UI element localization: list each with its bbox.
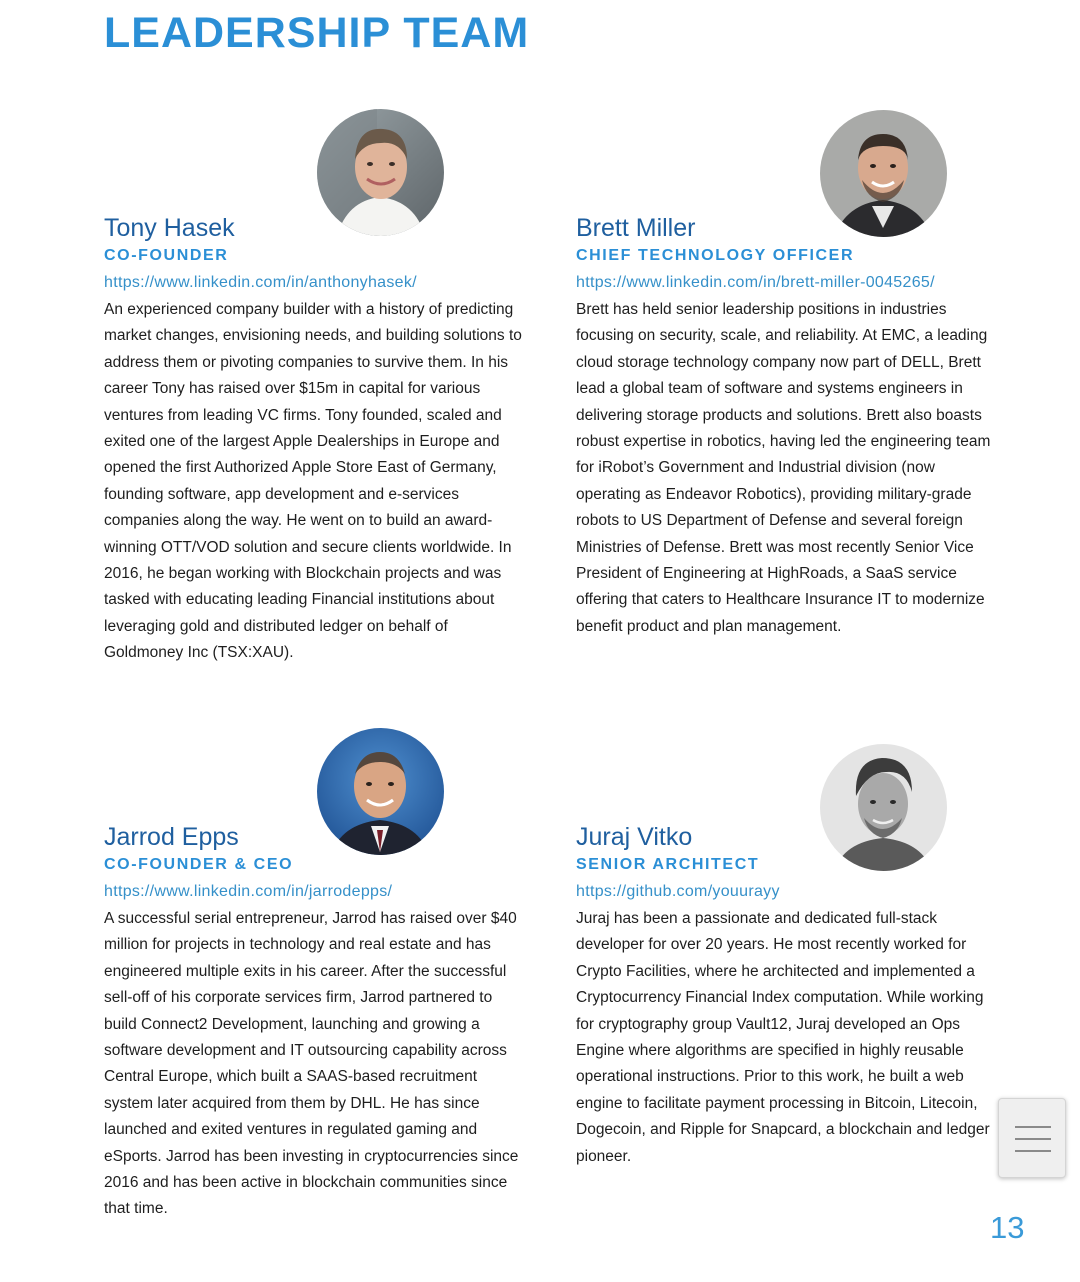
member-card-tony-hasek: [104, 213, 524, 667]
member-bio: Juraj has been a passionate and dedicated full-stack developer for over 20 years. He most recently worked for Crypto Facilities, where he architected and implemented a Cryptocurrency Financial Index computation. While working for cryptography group Vault12, Juraj developed an Ops Engine where algorithms are specified in highly reusable operational instructions. Prior to this work, he built a web engine to facilitate payment processing in Bitcoin, Litecoin, Dogecoin, and Ripple for Snapcard, a blockchain and ledger pioneer.: [576, 910, 990, 1165]
member-profile-link[interactable]: https://github.com/youurayy: [576, 883, 780, 900]
member-bio: Brett has held senior leadership positions in industries focusing on security, scale, and reliability. At EMC, a leading cloud storage technology company now part of DELL, Brett lead a global team of software and systems engineers in delivering storage products and solutions. Brett also boasts robust expertise in robotics, having led the engineering team for iRobot’s Government and Industrial division (now operating as Endeavor Robotics), providing military-grade robots to US Department of Defense and several foreign Ministries of Defense. Brett was most recently Senior Vice President of Engineering at HighRoads, a SaaS service offering that caters to Healthcare Insurance IT to modernize benefit product and plan management.: [576, 301, 991, 635]
member-profile-link[interactable]: https://www.linkedin.com/in/anthonyhasek/: [104, 274, 417, 291]
member-profile-link[interactable]: https://www.linkedin.com/in/brett-miller-0045265/: [576, 274, 935, 291]
member-name: Jarrod Epps: [104, 823, 239, 851]
member-card-brett-miller: [576, 213, 996, 640]
member-role: SENIOR ARCHITECT: [576, 856, 760, 873]
member-bio: An experienced company builder with a history of predicting market changes, envisioning needs, and building solutions to address them or pivoting companies to survive them. In his career Tony has raised over $15m in capital for various ventures from leading VC firms. Tony founded, scaled and exited one of the largest Apple Dealerships in Europe and opened the first Authorized Apple Store East of Germany, founding software, app development and e-services companies along the way. He went on to build an award-winning OTT/VOD solution and secure clients worldwide. In 2016, he began working with Blockchain projects and was tasked with educating leading Financial institutions about leveraging gold and distributed ledger on behalf of Goldmoney Inc (TSX:XAU).: [104, 301, 522, 662]
member-name: Brett Miller: [576, 214, 696, 242]
member-name: Juraj Vitko: [576, 823, 693, 851]
page-title: LEADERSHIP TEAM: [104, 9, 530, 57]
member-role: CHIEF TECHNOLOGY OFFICER: [576, 247, 855, 264]
member-profile-link[interactable]: https://www.linkedin.com/in/jarrodepps/: [104, 883, 393, 900]
member-card-jarrod-epps: [104, 822, 524, 1223]
hamburger-menu-button[interactable]: [998, 1098, 1066, 1178]
member-role: CO-FOUNDER & CEO: [104, 856, 294, 873]
member-name: Tony Hasek: [104, 214, 235, 242]
member-role: CO-FOUNDER: [104, 247, 229, 264]
member-bio: A successful serial entrepreneur, Jarrod has raised over $40 million for projects in technology and real estate and has engineered multiple exits in his career. After the successful sell-off of his corporate services firm, Jarrod partnered to build Connect2 Development, launching and growing a software development and IT outsourcing capability across Central Europe, which built a SAAS-based recruitment system later acquired from them by DHL. He has since launched and exited ventures in regulated gaming and eSports. Jarrod has been investing in cryptocurrencies since 2016 and has been active in blockchain communities since that time.: [104, 910, 519, 1218]
page-number: 13: [990, 1210, 1025, 1245]
member-card-juraj-vitko: [576, 822, 996, 1170]
